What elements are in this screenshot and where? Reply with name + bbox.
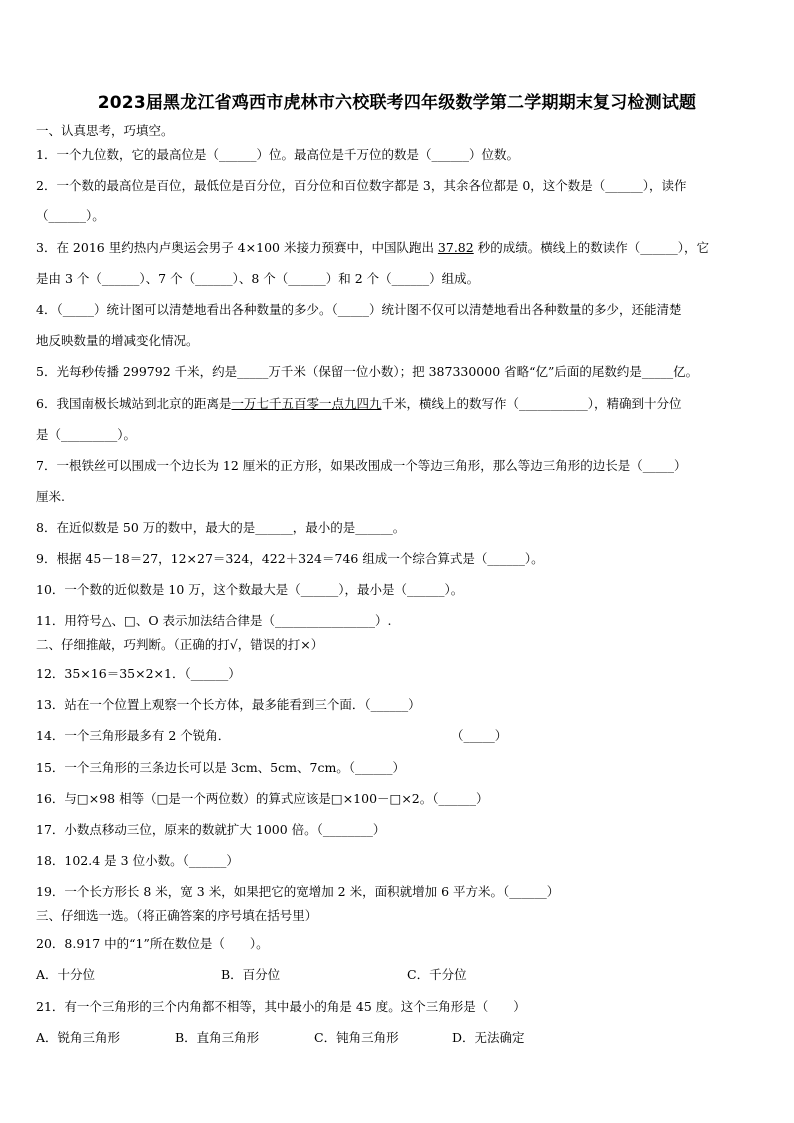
section-heading-3: 三、仔细选一选。（将正确答案的序号填在括号里） [36,908,318,923]
question-12: 12．35×16＝35×2×1．（______） [36,666,241,681]
section-heading-1: 一、认真思考，巧填空。 [36,123,174,138]
question-3-underlined-number: 37.82 [437,240,474,255]
question-3-text-a: 3．在 2016 里约热内卢奥运会男子 4×100 米接力预赛中，中国队跑出 [36,240,438,255]
question-9: 9．根据 45－18＝27，12×27＝324，422＋324＝746 组成一个综合算式是（______）。 [36,551,544,566]
question-21: 21．有一个三角形的三个内角都不相等，其中最小的角是 45 度。这个三角形是（ ） [36,999,526,1014]
question-3-text-b: 秒的成绩。横线上的数读作（______），它 [473,240,709,255]
question-4-continued: 地反映数量的增减变化情况。 [36,333,199,348]
question-7: 7．一根铁丝可以围成一个边长为 12 厘米的正方形，如果改围成一个等边三角形，那么等边三角形的边长是（_____） [36,458,687,473]
option-20-a: A．十分位 [36,967,96,982]
question-3-continued: 是由 3 个（______）、7 个（______）、8 个（______）和 2 个（______）组成。 [36,271,480,286]
question-17: 17．小数点移动三位，原来的数就扩大 1000 倍。（________） [36,822,386,837]
question-2: 2．一个数的最高位是百位，最低位是百分位，百分位和百位数字都是 3，其余各位都是 0，这个数是（______），读作 [36,178,687,193]
question-5: 5．光每秒传播 299792 千米，约是_____万千米（保留一位小数）；把 387330000 省略“亿”后面的尾数约是_____亿。 [36,364,699,379]
question-19: 19．一个长方形长 8 米，宽 3 米，如果把它的宽增加 2 米，面积就增加 6 平方米。（______） [36,884,560,899]
question-4: 4．（_____）统计图可以清楚地看出各种数量的多少。（_____）统计图不仅可以清楚地看出各种数量的多少，还能清楚 [36,302,682,317]
question-16: 16．与□×98 相等（□是一个两位数）的算式应该是□×100－□×2。（______） [36,791,489,806]
section-heading-2: 二、仔细推敲，巧判断。（正确的打√，错误的打×） [36,637,324,652]
question-20: 20．8.917 中的“1”所在数位是（ ）。 [36,936,269,951]
question-3 [36,240,758,256]
option-21-d: D．无法确定 [452,1030,525,1045]
page-title: 2023届黑龙江省鸡西市虎林市六校联考四年级数学第二学期期末复习检测试题 [97,93,697,113]
question-10: 10．一个数的近似数是 10 万，这个数最大是（______），最小是（______）。 [36,582,464,597]
option-21-a: A．锐角三角形 [36,1030,121,1045]
question-15: 15．一个三角形的三条边长可以是 3cm、5cm、7cm。（______） [36,760,406,775]
question-14 [36,728,758,744]
question-6-underlined-number: 一万七千五百零一点九四九 [231,396,382,411]
question-8: 8．在近似数是 50 万的数中，最大的是______，最小的是______。 [36,520,406,535]
question-6-text-b: 千米，横线上的数写作（___________），精确到十分位 [381,396,682,411]
question-6-text-a: 6．我国南极长城站到北京的距离是 [36,396,232,411]
question-6 [36,396,758,412]
question-11: 11．用符号△、□、O 表示加法结合律是（________________）. [36,613,392,628]
question-7-continued: 厘米. [36,489,65,504]
option-21-c: C．钝角三角形 [314,1030,399,1045]
option-20-c: C．千分位 [407,967,467,982]
question-18: 18．102.4 是 3 位小数。（______） [36,853,239,868]
question-1: 1．一个九位数，它的最高位是（______）位。最高位是千万位的数是（______）位数。 [36,147,519,162]
option-20-b: B．百分位 [221,967,281,982]
question-6-continued: 是（_________）。 [36,427,137,442]
question-2-continued: （______）。 [36,208,105,223]
question-14-answer-blank: （_____） [451,728,508,743]
question-13: 13．站在一个位置上观察一个长方体，最多能看到三个面．（______） [36,697,421,712]
option-21-b: B．直角三角形 [175,1030,260,1045]
question-14-text: 14．一个三角形最多有 2 个锐角． [36,728,231,743]
